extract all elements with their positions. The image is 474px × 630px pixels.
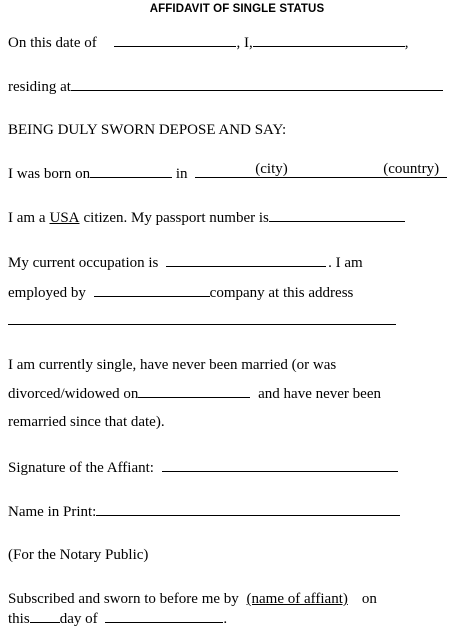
this-day-line <box>8 609 227 628</box>
sworn-heading: BEING DULY SWORN DEPOSE AND SAY: <box>8 122 287 138</box>
born-city-label: (city) <box>255 161 288 177</box>
subscribed-line <box>8 590 377 608</box>
date-label: On this date of <box>8 35 97 51</box>
citizen-suffix: citizen. My passport number is <box>83 210 269 226</box>
day-of-label: day of <box>59 611 98 627</box>
document-title: AFFIDAVIT OF SINGLE STATUS <box>149 3 325 15</box>
occupation-field[interactable] <box>166 253 326 267</box>
citizen-prefix: I am a <box>8 210 46 226</box>
signature-field[interactable] <box>162 458 398 472</box>
single-line-3: remarried since that date). <box>8 414 165 430</box>
name-print-label: Name in Print: <box>8 504 97 520</box>
occupation-line <box>8 253 363 272</box>
date-comma-i: , I, <box>236 35 253 51</box>
passport-number-field[interactable] <box>269 208 405 222</box>
employed-label: employed by <box>8 285 86 301</box>
citizen-country: USA <box>49 210 80 226</box>
day-number-field[interactable] <box>30 609 60 623</box>
divorced-label: divorced/widowed on <box>8 386 139 402</box>
employer-field[interactable] <box>94 283 210 297</box>
signature-line <box>8 458 398 477</box>
month-year-field[interactable] <box>105 609 223 623</box>
born-country-label: (country) <box>383 161 440 177</box>
born-in-label: in <box>175 166 188 182</box>
name-print-field[interactable] <box>96 502 400 516</box>
divorce-date-field[interactable] <box>138 384 250 398</box>
occupation-label: My current occupation is <box>8 255 159 271</box>
this-label: this <box>8 611 30 627</box>
notary-heading: (For the Notary Public) <box>8 547 149 563</box>
never-been-label: and have never been <box>258 386 381 402</box>
birth-place-field[interactable] <box>195 161 447 178</box>
final-period: . <box>223 611 228 627</box>
signature-label: Signature of the Affiant: <box>8 460 154 476</box>
residing-line <box>8 77 443 96</box>
single-line-2 <box>8 384 381 403</box>
date-end-comma: , <box>404 35 409 51</box>
affiant-name-field[interactable] <box>253 33 405 47</box>
occupation-suffix: . I am <box>328 255 363 271</box>
subscribed-affiant-name: (name of affiant) <box>246 591 348 607</box>
employer-address-field[interactable] <box>8 324 396 325</box>
citizen-line <box>8 208 405 227</box>
residence-field[interactable] <box>71 77 443 91</box>
subscribed-label: Subscribed and sworn to before me by <box>8 591 239 607</box>
employed-line <box>8 283 353 302</box>
residing-label: residing at <box>8 79 71 95</box>
date-line <box>8 33 408 52</box>
name-print-line <box>8 502 400 521</box>
single-line-1: I am currently single, have never been married (or was <box>8 357 337 373</box>
born-line <box>8 161 447 183</box>
subscribed-on-label: on <box>361 591 377 607</box>
employed-suffix: company at this address <box>209 285 354 301</box>
born-label: I was born on <box>8 166 91 182</box>
birth-date-field[interactable] <box>90 164 172 178</box>
date-field[interactable] <box>114 33 236 47</box>
